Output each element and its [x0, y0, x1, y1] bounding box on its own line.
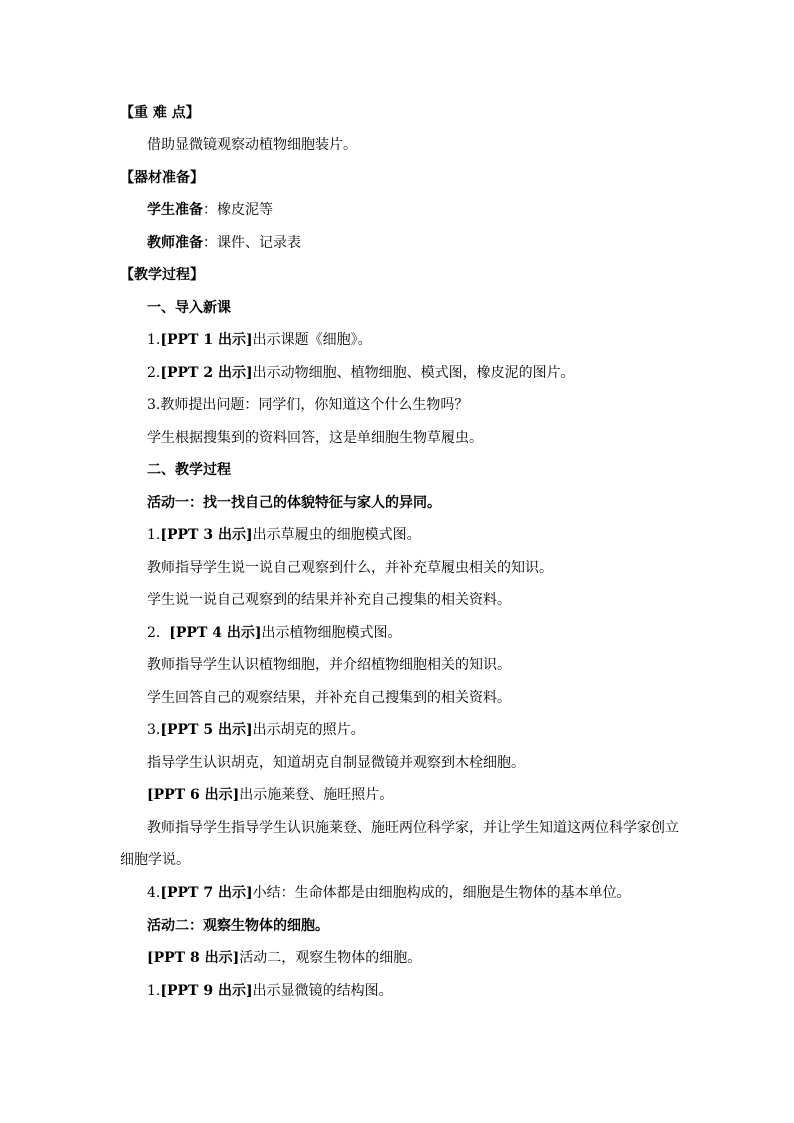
a1-item1 [147, 526, 707, 544]
item-text: 出示植物细胞模式图。 [261, 625, 402, 641]
ppt-tag: [PPT 1 出示] [160, 332, 253, 348]
a1-item3 [147, 721, 707, 739]
item-text: 小结：生命体都是由细胞构成的，细胞是生物体的基本单位。 [252, 885, 631, 901]
item-number: 3. [147, 722, 161, 738]
part1-item1 [147, 331, 707, 349]
a1-item2-teacher: 教师指导学生认识植物细胞，并介绍植物细胞相关的知识。 [147, 657, 511, 673]
teacher-prep [147, 234, 707, 252]
item-number: 2. [147, 365, 161, 381]
part1-heading: 一、导入新课 [147, 300, 231, 316]
item-text: 出示动物细胞、植物细胞、模式图，橡皮泥的图片。 [252, 365, 575, 381]
ppt-tag: [PPT 5 出示] [160, 722, 253, 738]
part1-item3-answer: 学生根据搜集到的资料回答，这是单细胞生物草履虫。 [147, 430, 483, 446]
a1-item2-student: 学生回答自己的观察结果，并补充自己搜集到的相关资料。 [147, 690, 511, 706]
item-text: 出示胡克的照片。 [252, 722, 365, 738]
ppt-tag: [PPT 7 出示] [160, 885, 253, 901]
key-points-text: 借助显微镜观察动植物细胞装片。 [147, 137, 357, 153]
item-number: 4. [147, 885, 161, 901]
a2-intro [147, 949, 707, 967]
item-number: 1. [147, 332, 161, 348]
item-text: 出示显微镜的结构图。 [252, 983, 393, 999]
item-number: 1. [147, 527, 161, 543]
ppt-tag: [PPT 4 出示] [169, 625, 262, 641]
a1-item1-teacher: 教师指导学生说一说自己观察到什么，并补充草履虫相关的知识。 [147, 560, 553, 576]
item-number: 1. [147, 983, 161, 999]
ppt-tag: [PPT 2 出示] [160, 365, 253, 381]
a2-item1 [147, 982, 707, 1000]
ppt-tag: [PPT 3 出示] [160, 527, 253, 543]
teacher-prep-value: ：课件、记录表 [203, 235, 301, 251]
part1-item3: 3.教师提出问题：同学们，你知道这个什么生物吗？ [147, 397, 469, 413]
student-prep-value: ：橡皮泥等 [203, 202, 273, 218]
item-number: 2. [147, 625, 161, 641]
a1-item3b [147, 786, 707, 804]
a1-item1-student: 学生说一说自己观察到的结果并补充自己搜集的相关资料。 [147, 592, 511, 608]
key-points-heading: 【重 难 点】 [120, 105, 200, 121]
student-prep-label: 学生准备 [147, 202, 203, 218]
item-text: 出示课题《细胞》。 [252, 332, 372, 348]
ppt-tag: [PPT 9 出示] [160, 983, 253, 999]
a1-item2 [147, 624, 707, 642]
item-text: 出示草履虫的细胞模式图。 [252, 527, 421, 543]
item-text: 活动二，观察生物体的细胞。 [239, 950, 422, 966]
a1-item3b-teacher: 教师指导学生指导学生认识施莱登、施旺两位科学家，并让学生知道这两位科学家创立细胞学说。 [120, 820, 679, 868]
ppt-tag: [PPT 6 出示] [147, 787, 240, 803]
part2-heading: 二、教学过程 [147, 462, 231, 478]
part1-item2 [147, 364, 707, 382]
materials-heading: 【器材准备】 [120, 170, 204, 186]
a1-item4 [147, 884, 707, 902]
activity2-heading: 活动二：观察生物体的细胞。 [147, 918, 329, 934]
activity1-heading: 活动一：找一找自己的体貌特征与家人的异同。 [147, 495, 441, 511]
item-text: 出示施莱登、施旺照片。 [239, 787, 394, 803]
student-prep [147, 201, 707, 219]
process-heading: 【教学过程】 [120, 267, 204, 283]
teacher-prep-label: 教师准备 [147, 235, 203, 251]
ppt-tag: [PPT 8 出示] [147, 950, 240, 966]
a1-item3-guide: 指导学生认识胡克，知道胡克自制显微镜并观察到木栓细胞。 [147, 755, 525, 771]
